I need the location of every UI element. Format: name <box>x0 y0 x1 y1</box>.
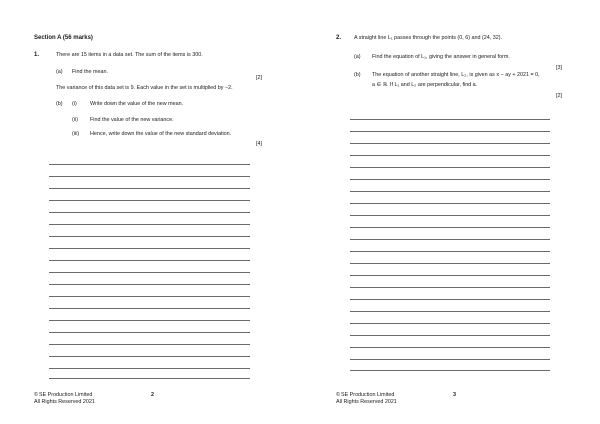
answer-line <box>350 251 550 252</box>
answer-line <box>350 179 550 180</box>
answer-line <box>49 332 250 333</box>
answer-line <box>49 248 250 249</box>
subpart-label: (iii) <box>72 131 80 137</box>
answer-line <box>350 191 550 192</box>
answer-line <box>49 368 250 369</box>
answer-line <box>350 359 550 360</box>
answer-line <box>49 272 250 273</box>
footer-company-text: SE Production Limited <box>340 392 395 398</box>
page-number: 3 <box>453 392 456 398</box>
answer-line <box>350 227 550 228</box>
marks-label: [3] <box>556 65 562 71</box>
answer-line <box>350 131 550 132</box>
answer-line <box>350 299 550 300</box>
subpart-text: Find the value of the new variance. <box>90 117 174 123</box>
copyright-icon: © <box>336 392 340 398</box>
answer-line <box>350 119 550 120</box>
footer-company <box>336 392 394 399</box>
answer-line <box>49 200 250 201</box>
answer-line <box>350 323 550 324</box>
answer-line <box>350 263 550 264</box>
page-number: 2 <box>151 392 154 398</box>
answer-line <box>350 143 550 144</box>
answer-line <box>49 344 250 345</box>
subpart-text: Hence, write down the value of the new standard deviation. <box>90 131 232 137</box>
answer-line <box>49 236 250 237</box>
section-title: Section A (56 marks) <box>34 35 93 41</box>
question-number: 2. <box>336 35 342 41</box>
answer-line <box>350 311 550 312</box>
subpart-label: (ii) <box>72 117 78 123</box>
exam-page-right <box>300 0 600 424</box>
answer-line <box>350 287 550 288</box>
part-label: (b) <box>56 101 63 107</box>
subpart-text: Write down the value of the new mean. <box>90 101 184 107</box>
marks-label: [2] <box>256 75 262 81</box>
answer-line <box>49 308 250 309</box>
answer-line <box>350 347 550 348</box>
footer-company-text: SE Production Limited <box>38 392 93 398</box>
footer-rights: All Rights Reserved 2021 <box>34 399 95 405</box>
answer-line <box>49 320 250 321</box>
answer-line <box>350 155 550 156</box>
answer-line <box>49 224 250 225</box>
answer-line <box>350 335 550 336</box>
answer-line <box>350 215 550 216</box>
answer-line <box>350 203 550 204</box>
part-text-line: The equation of another straight line, L₂, is given as x − ay + 2021 = 0, <box>372 72 540 78</box>
answer-line <box>49 378 250 379</box>
subpart-label: (i) <box>72 101 77 107</box>
answer-line <box>49 164 250 165</box>
answer-line <box>49 176 250 177</box>
answer-line <box>350 167 550 168</box>
answer-line <box>350 239 550 240</box>
marks-label: [2] <box>556 93 562 99</box>
answer-line <box>350 370 550 371</box>
answer-line <box>350 275 550 276</box>
question-number: 1. <box>34 52 40 58</box>
part-text: Find the equation of L₁, giving the answer in general form. <box>372 54 510 60</box>
part-label: (b) <box>354 72 361 78</box>
info-text: The variance of this data set is 9. Each value in the set is multiplied by −2. <box>56 85 233 91</box>
answer-line <box>49 296 250 297</box>
part-label: (a) <box>56 69 63 75</box>
answer-line <box>49 356 250 357</box>
copyright-icon: © <box>34 392 38 398</box>
answer-line <box>49 188 250 189</box>
footer-rights: All Rights Reserved 2021 <box>336 399 397 405</box>
question-stem: There are 15 items in a data set. The sum of the items is 300. <box>56 52 203 58</box>
footer-company <box>34 392 92 399</box>
answer-line <box>49 212 250 213</box>
part-text-line: a ∈ ℝ. If L₁ and L₂ are perpendicular, find a. <box>372 82 478 88</box>
part-label: (a) <box>354 54 361 60</box>
part-text: Find the mean. <box>72 69 108 75</box>
question-stem: A straight line L₁ passes through the points (0, 6) and (24, 32). <box>354 35 503 41</box>
answer-line <box>49 260 250 261</box>
marks-label: [4] <box>256 141 262 147</box>
answer-line <box>49 284 250 285</box>
